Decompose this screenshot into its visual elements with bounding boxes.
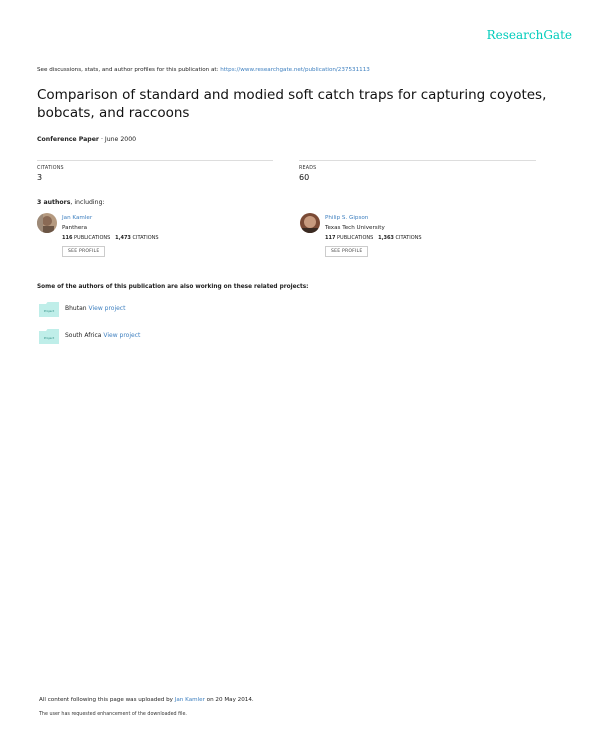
author-publications-count: 116 xyxy=(62,235,73,241)
publication-title: Comparison of standard and modied soft catch traps for capturing coyotes, bobcats, and raccoons xyxy=(37,87,547,121)
project-item xyxy=(39,329,289,345)
discussion-prefix: See discussions, stats, and author profiles for this publication at: xyxy=(37,67,219,73)
author-stats xyxy=(325,233,422,243)
project-folder-label: Project xyxy=(43,336,55,340)
author-institution: Panthera xyxy=(62,225,88,231)
author-stats xyxy=(62,233,159,243)
project-name: South Africa xyxy=(65,332,102,339)
reads-label: READS xyxy=(299,166,317,171)
project-item xyxy=(39,302,289,318)
enhancement-note: The user has requested enhancement of the downloaded file. xyxy=(39,712,187,717)
project-folder-icon xyxy=(39,329,59,344)
author-publications-label: PUBLICATIONS xyxy=(74,235,111,241)
publication-date: · June 2000 xyxy=(100,136,137,143)
project-folder-icon xyxy=(39,302,59,317)
upload-suffix: on 20 May 2014. xyxy=(206,697,254,703)
project-name: Bhutan xyxy=(65,305,87,312)
author-citations-count: 1,473 xyxy=(115,235,131,241)
project-text xyxy=(65,305,125,312)
publication-url-link[interactable]: https://www.researchgate.net/publication/237531113 xyxy=(220,67,370,73)
authors-count: 3 authors xyxy=(37,199,71,206)
avatar[interactable] xyxy=(300,213,320,233)
project-folder-label: Project xyxy=(43,309,55,313)
upload-prefix: All content following this page was uploaded by xyxy=(39,697,173,703)
authors-heading xyxy=(37,199,105,206)
author-publications-label: PUBLICATIONS xyxy=(337,235,374,241)
author-info xyxy=(325,213,422,243)
author-citations-label: CITATIONS xyxy=(395,235,422,241)
avatar[interactable] xyxy=(37,213,57,233)
citations-label: CITATIONS xyxy=(37,166,64,171)
authors-suffix: , including: xyxy=(70,199,105,206)
author-institution: Texas Tech University xyxy=(325,225,385,231)
divider-reads xyxy=(299,160,536,161)
see-profile-button[interactable]: SEE PROFILE xyxy=(325,246,368,257)
upload-note xyxy=(39,697,254,703)
author-card xyxy=(300,213,540,263)
publication-type: Conference Paper xyxy=(37,136,99,143)
citations-stat xyxy=(37,166,64,182)
author-citations-count: 1,363 xyxy=(378,235,394,241)
reads-value: 60 xyxy=(299,173,310,182)
reads-stat xyxy=(299,166,316,182)
discussion-line xyxy=(37,67,370,73)
author-citations-label: CITATIONS xyxy=(132,235,159,241)
project-text xyxy=(65,332,140,339)
citations-value: 3 xyxy=(37,173,43,182)
publication-meta xyxy=(37,136,136,143)
see-profile-button[interactable]: SEE PROFILE xyxy=(62,246,105,257)
author-name[interactable]: Jan Kamler xyxy=(62,215,93,221)
view-project-link[interactable]: View project xyxy=(88,305,126,312)
view-project-link[interactable]: View project xyxy=(103,332,141,339)
divider-citations xyxy=(37,160,273,161)
author-info xyxy=(62,213,159,243)
author-publications-count: 117 xyxy=(325,235,336,241)
author-name[interactable]: Philip S. Gipson xyxy=(325,215,369,221)
researchgate-logo[interactable]: ResearchGate xyxy=(486,28,572,42)
projects-heading: Some of the authors of this publication are also working on these related projects: xyxy=(37,284,309,290)
author-card xyxy=(37,213,277,263)
uploader-link[interactable]: Jan Kamler xyxy=(174,697,205,703)
